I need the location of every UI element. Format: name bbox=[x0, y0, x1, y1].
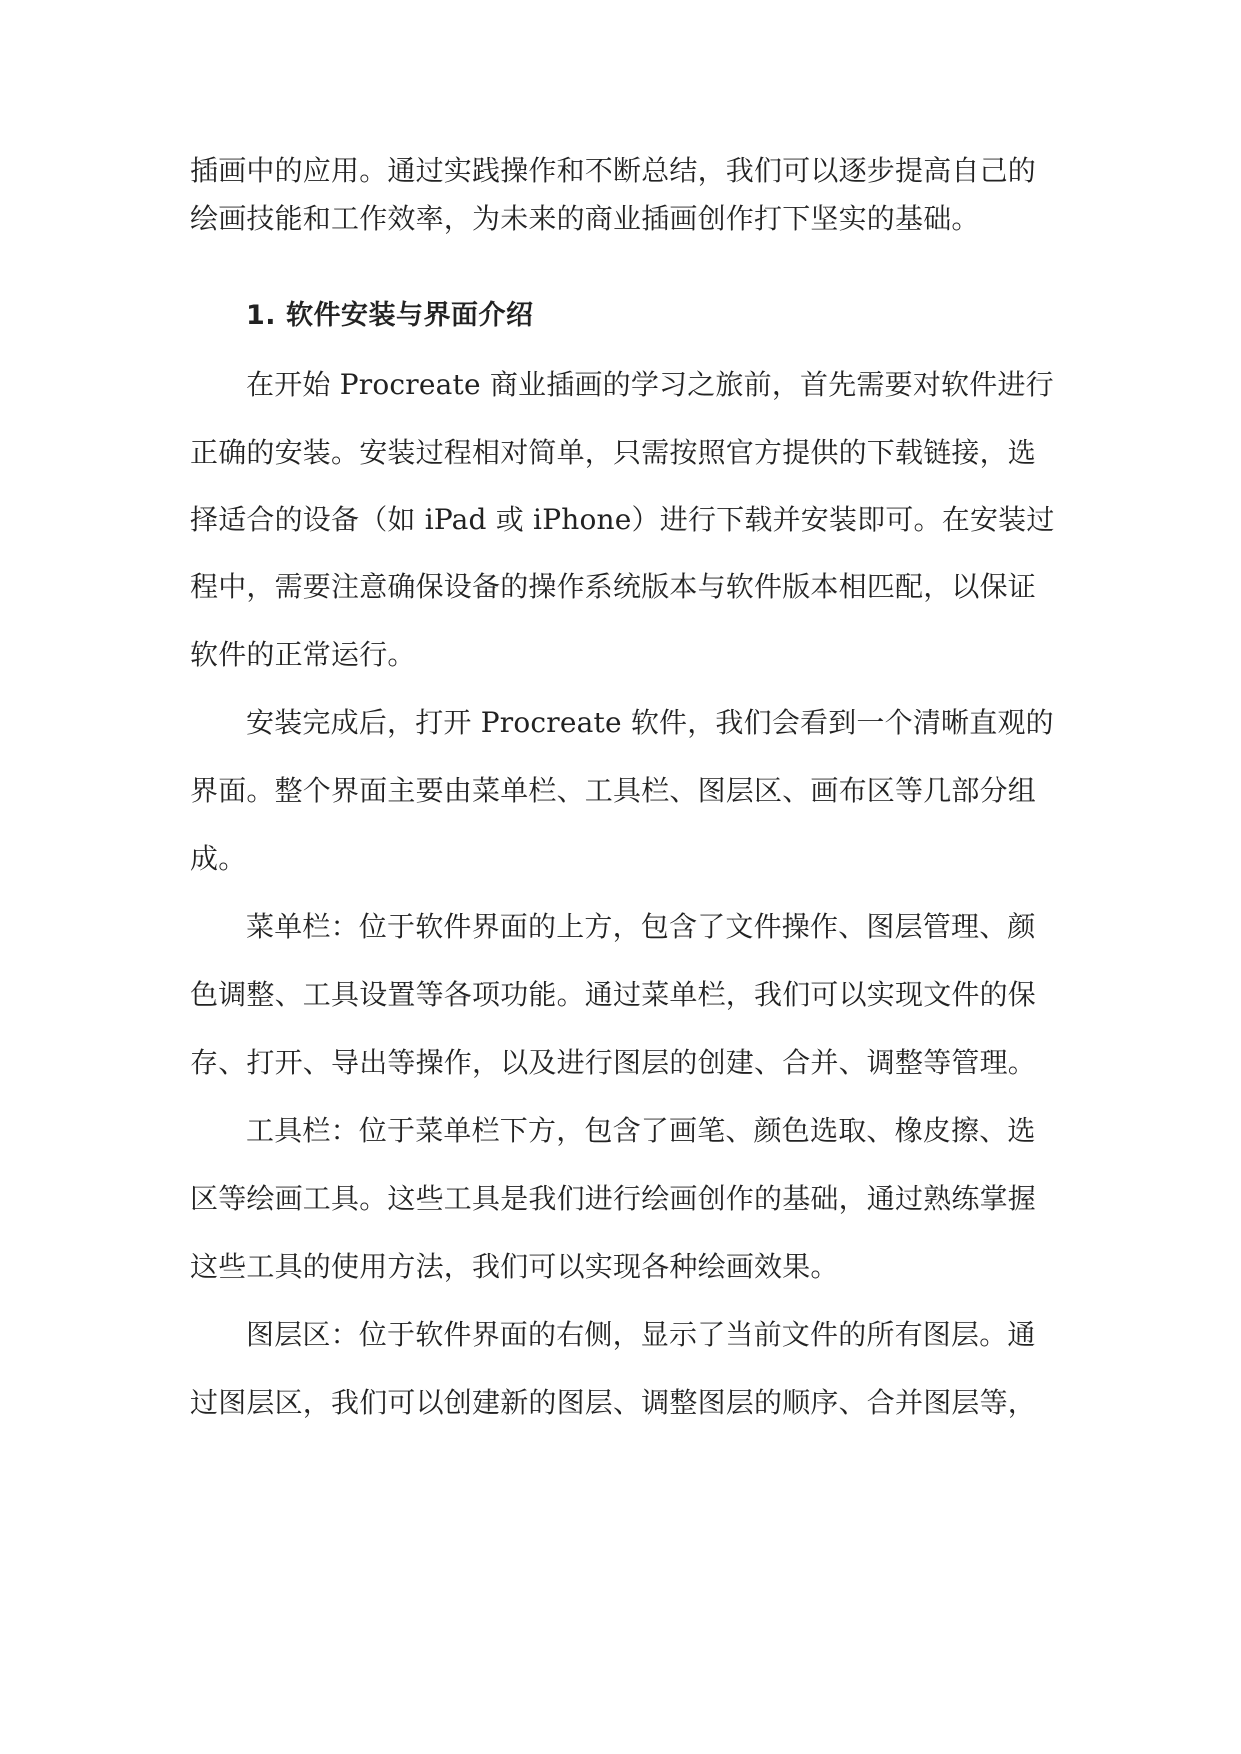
paragraph-line: 菜单栏：位于软件界面的上方，包含了文件操作、图层管理、颜 bbox=[246, 910, 1036, 943]
paragraph-line: 工具栏：位于菜单栏下方，包含了画笔、颜色选取、橡皮擦、选 bbox=[246, 1114, 1036, 1147]
paragraph-line: 绘画技能和工作效率，为未来的商业插画创作打下坚实的基础。 bbox=[190, 202, 980, 235]
paragraph-line: 软件的正常运行。 bbox=[190, 638, 416, 671]
paragraph-line: 在开始 Procreate 商业插画的学习之旅前，首先需要对软件进行 bbox=[246, 368, 1054, 401]
paragraph-line: 择适合的设备（如 iPad 或 iPhone）进行下载并安装即可。在安装过 bbox=[190, 503, 1055, 536]
paragraph-line: 插画中的应用。通过实践操作和不断总结，我们可以逐步提高自己的 bbox=[190, 154, 1037, 187]
section-heading: 1. 软件安装与界面介绍 bbox=[246, 300, 534, 331]
paragraph-line: 存、打开、导出等操作，以及进行图层的创建、合并、调整等管理。 bbox=[190, 1046, 1037, 1079]
paragraph-line: 安装完成后，打开 Procreate 软件，我们会看到一个清晰直观的 bbox=[246, 706, 1054, 739]
paragraph-line: 正确的安装。安装过程相对简单，只需按照官方提供的下载链接，选 bbox=[190, 436, 1037, 469]
paragraph-line: 色调整、工具设置等各项功能。通过菜单栏，我们可以实现文件的保 bbox=[190, 978, 1037, 1011]
paragraph-line: 界面。整个界面主要由菜单栏、工具栏、图层区、画布区等几部分组 bbox=[190, 774, 1037, 807]
paragraph-line: 这些工具的使用方法，我们可以实现各种绘画效果。 bbox=[190, 1250, 839, 1283]
paragraph-line: 过图层区，我们可以创建新的图层、调整图层的顺序、合并图层等， bbox=[190, 1386, 1037, 1419]
paragraph-line: 成。 bbox=[190, 842, 247, 875]
paragraph-line: 程中，需要注意确保设备的操作系统版本与软件版本相匹配，以保证 bbox=[190, 570, 1037, 603]
paragraph-line: 图层区：位于软件界面的右侧，显示了当前文件的所有图层。通 bbox=[246, 1318, 1036, 1351]
paragraph-line: 区等绘画工具。这些工具是我们进行绘画创作的基础，通过熟练掌握 bbox=[190, 1182, 1037, 1215]
